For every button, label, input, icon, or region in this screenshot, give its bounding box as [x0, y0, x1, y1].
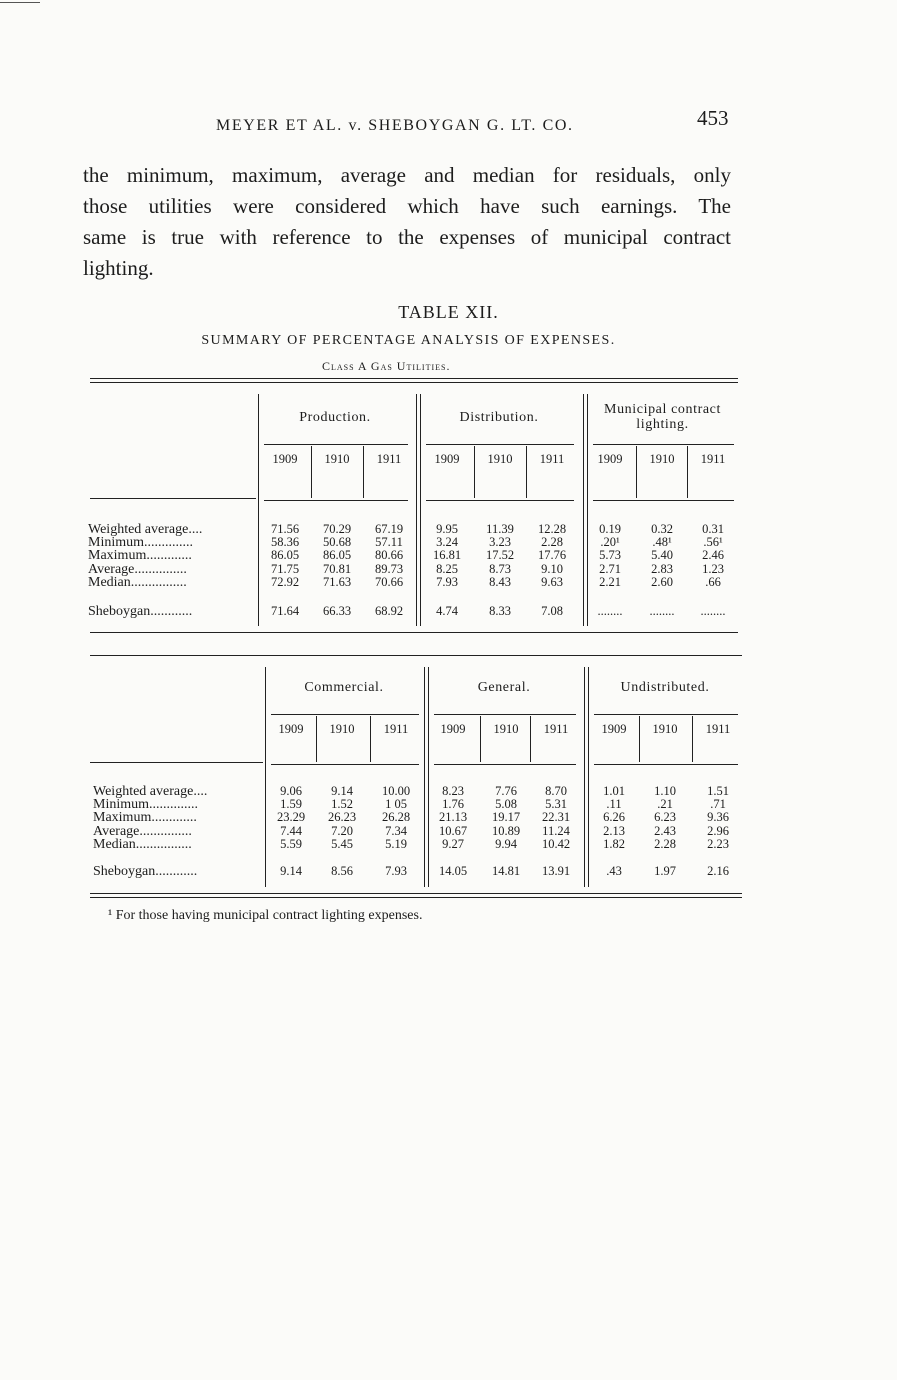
table-cell: 71.75 [270, 561, 300, 576]
table-cell: 11.39 [486, 522, 514, 536]
table-cell: 1.23 [702, 561, 724, 576]
table-bottom-rule [90, 893, 742, 894]
table-cell: 2.28 [541, 535, 563, 550]
group-divider [258, 394, 259, 626]
year-header: 1911 [383, 722, 409, 736]
year-header: 1911 [700, 452, 726, 466]
table-cell: 26.28 [381, 810, 411, 825]
table-cell: .71 [710, 797, 726, 812]
year-divider [311, 446, 312, 498]
sheboygan-cell: 9.14 [280, 864, 302, 878]
table-cell: 12.28 [537, 522, 567, 536]
table-cell: .56¹ [703, 535, 723, 550]
year-divider [692, 716, 693, 762]
table-cell: 8.25 [436, 561, 458, 576]
table-bottom-rule [90, 632, 738, 633]
group-divider [424, 667, 425, 887]
page-number: 453 [697, 106, 729, 130]
row-label: Average............... [93, 823, 192, 839]
table-cell: 2.13 [603, 823, 625, 838]
table-cell: 8.73 [489, 561, 511, 576]
table-cell: 5.45 [331, 836, 353, 851]
table-cell: 72.92 [270, 574, 300, 589]
table-cell: 2.23 [707, 836, 729, 851]
table-title: TABLE XII. [398, 302, 499, 322]
table-top-rule [90, 382, 738, 383]
table-cell: 89.73 [374, 561, 404, 576]
table-cell: 21.13 [438, 810, 468, 825]
table-cell: .21 [657, 797, 673, 812]
year-header: 1909 [272, 452, 298, 466]
table-cell: 23.29 [276, 810, 306, 825]
table-cell: 9.27 [442, 836, 464, 851]
group-header: Undistributed. [620, 680, 710, 695]
group-header-rule [434, 714, 576, 715]
table-cell: 2.83 [651, 561, 673, 576]
table-cell: 16.81 [432, 548, 462, 563]
table-cell: 7.44 [280, 823, 302, 838]
sheboygan-cell: 7.93 [385, 864, 407, 878]
table-cell: 1.76 [442, 797, 464, 812]
year-header: 1910 [652, 722, 678, 736]
group-divider [420, 394, 421, 626]
group-header-rule [593, 444, 734, 445]
table-cell: 1.52 [331, 797, 353, 812]
year-divider [316, 716, 317, 762]
table-cell: 9.10 [541, 561, 563, 576]
table-cell: 10.89 [491, 823, 521, 838]
table-cell: 11.24 [542, 823, 570, 838]
table-cell: 1.82 [603, 836, 625, 851]
table-cell: 9.63 [541, 574, 563, 589]
year-header-rule [271, 764, 419, 765]
table-cell: 3.23 [489, 535, 511, 550]
table-cell: .11 [606, 797, 622, 812]
table-cell: 86.05 [270, 548, 300, 563]
sheboygan-cell: 1.97 [654, 864, 676, 878]
year-header: 1910 [487, 452, 513, 466]
sheboygan-cell: ........ [649, 604, 675, 618]
sheboygan-cell: 66.33 [322, 604, 352, 618]
sheboygan-cell: 13.91 [541, 864, 571, 878]
year-header: 1910 [324, 452, 350, 466]
table-cell: 5.59 [280, 836, 302, 851]
year-header: 1910 [649, 452, 675, 466]
table-cell: 5.19 [385, 836, 407, 851]
year-header: 1911 [539, 452, 565, 466]
year-header-rule [264, 500, 408, 501]
year-header: 1909 [434, 452, 460, 466]
paragraph-line: same is true with reference to the expenses of municipal contract [83, 225, 731, 249]
table-cell: 1 05 [385, 797, 407, 812]
table-cell: 71.63 [322, 574, 352, 589]
year-divider [363, 446, 364, 498]
table-cell: 1.10 [654, 784, 676, 798]
group-header: Distribution. [459, 410, 539, 425]
table-cell: 5.73 [599, 548, 621, 563]
group-divider [428, 667, 429, 887]
row-label: Median................ [93, 836, 192, 852]
table-cell: 50.68 [322, 535, 352, 550]
year-header: 1911 [376, 452, 402, 466]
table-cell: 10.67 [438, 823, 468, 838]
year-divider [370, 716, 371, 762]
group-header: Production. [299, 410, 371, 425]
table-cell: 10.00 [381, 784, 411, 798]
sheboygan-cell: 7.08 [541, 604, 563, 618]
table-cell: 2.46 [702, 548, 724, 563]
sheboygan-label: Sheboygan............ [93, 864, 198, 879]
table-cell: .66 [705, 574, 721, 589]
table-bottom-rule [90, 897, 742, 898]
year-header-rule [593, 500, 734, 501]
year-header: 1909 [601, 722, 627, 736]
row-label: Minimum.............. [93, 797, 199, 813]
group-divider [265, 667, 266, 887]
sheboygan-cell: ........ [597, 604, 623, 618]
sheboygan-cell: 8.56 [331, 864, 353, 878]
table-cell: 5.31 [545, 797, 567, 812]
table-cell: 6.26 [603, 810, 625, 825]
table-subtitle: SUMMARY OF PERCENTAGE ANALYSIS OF EXPENSES. [201, 333, 616, 348]
year-header: 1910 [329, 722, 355, 736]
table-cell: 5.40 [651, 548, 673, 563]
sheboygan-cell: 71.64 [270, 604, 300, 618]
paragraph-line: the minimum, maximum, average and median for residuals, only [83, 163, 731, 187]
table-class-label: Class A Gas Utilities. [322, 359, 451, 373]
group-header-rule [594, 714, 738, 715]
running-head: MEYER ET AL. v. SHEBOYGAN G. LT. CO. [216, 117, 574, 134]
year-divider [687, 446, 688, 498]
row-label: Maximum............. [93, 810, 197, 826]
table-cell: 6.23 [654, 810, 676, 825]
table-cell: 26.23 [327, 810, 357, 825]
group-header-rule [264, 444, 408, 445]
year-divider [530, 716, 531, 762]
year-header-rule [426, 500, 574, 501]
year-divider [480, 716, 481, 762]
sheboygan-cell: 2.16 [707, 864, 729, 878]
body-paragraph [83, 160, 731, 284]
table-cell: 2.96 [707, 823, 729, 838]
table-cell: 8.43 [489, 574, 511, 589]
table-cell: 2.21 [599, 574, 621, 589]
table-cell: 1.51 [707, 784, 729, 798]
row-label: Weighted average.... [88, 522, 203, 537]
year-header: 1911 [543, 722, 569, 736]
row-label: Median................ [88, 574, 187, 590]
group-header: Commercial. [304, 680, 384, 695]
year-divider [636, 446, 637, 498]
row-label: Minimum.............. [88, 535, 194, 551]
sheboygan-cell: 68.92 [374, 604, 404, 618]
sheboygan-cell: 4.74 [436, 604, 458, 618]
year-divider [639, 716, 640, 762]
row-label: Maximum............. [88, 548, 192, 564]
table-cell: 9.36 [707, 810, 729, 825]
sheboygan-cell: 14.05 [438, 864, 468, 878]
table-cell: 17.52 [485, 548, 515, 563]
paragraph-line: lighting. [83, 256, 154, 280]
table-cell: .48¹ [652, 535, 672, 550]
group-divider [583, 394, 584, 626]
table-cell: 8.70 [545, 784, 567, 798]
table-cell: 70.81 [322, 561, 352, 576]
table-cell: 9.95 [436, 522, 458, 536]
table-cell: 9.14 [331, 784, 353, 798]
sheboygan-cell: .43 [606, 864, 622, 878]
page-edge-mark [0, 2, 40, 3]
table-cell: 8.23 [442, 784, 464, 798]
group-header: General. [477, 680, 531, 695]
row-label: Average............... [88, 561, 187, 577]
group-divider [588, 667, 589, 887]
row-label: Weighted average.... [93, 784, 208, 799]
sheboygan-label: Sheboygan............ [88, 604, 193, 619]
year-divider [474, 446, 475, 498]
table-cell: .20¹ [600, 535, 620, 550]
table-cell: 19.17 [491, 810, 521, 825]
year-header-rule [434, 764, 576, 765]
group-header: Municipal contract lighting. [604, 402, 721, 432]
table-cell: 80.66 [374, 548, 404, 563]
table-cell: 9.06 [280, 784, 302, 798]
year-header: 1909 [278, 722, 304, 736]
group-divider [416, 394, 417, 626]
footnote: ¹ For those having municipal contract lighting expenses. [108, 908, 423, 923]
table-cell: 17.76 [537, 548, 567, 563]
year-header: 1909 [597, 452, 623, 466]
table-cell: 70.29 [322, 522, 352, 536]
table-top-rule [90, 655, 742, 656]
table-cell: 70.66 [374, 574, 404, 589]
year-header: 1909 [440, 722, 466, 736]
table-cell: 0.31 [702, 522, 724, 536]
year-divider [526, 446, 527, 498]
label-header-rule [90, 762, 263, 763]
table-cell: 86.05 [322, 548, 352, 563]
table-cell: 0.32 [651, 522, 673, 536]
table-top-rule [90, 378, 738, 379]
table-cell: 7.76 [495, 784, 517, 798]
table-cell: 9.94 [495, 836, 517, 851]
table-cell: 2.28 [654, 836, 676, 851]
table-cell: 67.19 [374, 522, 404, 536]
group-header-rule [271, 714, 419, 715]
table-cell: 0.19 [599, 522, 621, 536]
year-header-rule [594, 764, 738, 765]
label-header-rule [90, 498, 256, 499]
table-cell: 1.59 [280, 797, 302, 812]
sheboygan-cell: ........ [700, 604, 726, 618]
table-cell: 2.71 [599, 561, 621, 576]
group-header-rule [426, 444, 574, 445]
table-cell: 3.24 [436, 535, 458, 550]
year-header: 1910 [493, 722, 519, 736]
table-cell: 5.08 [495, 797, 517, 812]
sheboygan-cell: 8.33 [489, 604, 511, 618]
paragraph-line: those utilities were considered which have such earnings. The [83, 194, 731, 218]
sheboygan-cell: 14.81 [491, 864, 521, 878]
table-cell: 7.34 [385, 823, 407, 838]
table-cell: 57.11 [375, 535, 403, 550]
table-cell: 1.01 [603, 784, 625, 798]
table-cell: 71.56 [270, 522, 300, 536]
table-cell: 10.42 [541, 836, 571, 851]
table-cell: 7.93 [436, 574, 458, 589]
table-cell: 7.20 [331, 823, 353, 838]
group-divider [584, 667, 585, 887]
table-cell: 22.31 [541, 810, 571, 825]
table-cell: 58.36 [270, 535, 300, 550]
table-cell: 2.43 [654, 823, 676, 838]
year-header: 1911 [705, 722, 731, 736]
table-cell: 2.60 [651, 574, 673, 589]
